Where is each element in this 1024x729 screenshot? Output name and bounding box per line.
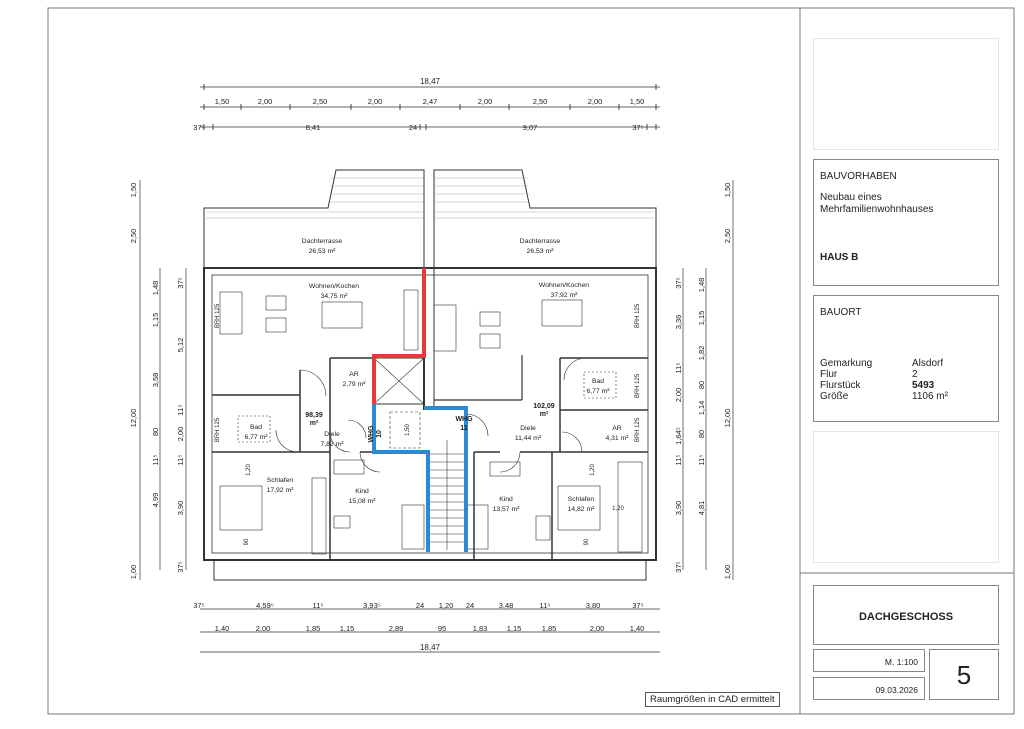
room-area: 26,53 m² xyxy=(526,248,554,255)
dim-label: 2,00 xyxy=(255,624,271,633)
dim-label: 3,36 xyxy=(674,314,683,330)
date-value: 09.03.2026 xyxy=(875,685,918,695)
flurstueck-value: 5493 xyxy=(912,380,935,391)
dim-label: 37⁵ xyxy=(193,123,205,132)
apartment-area-unit: m² xyxy=(539,411,549,418)
room-area: 4,31 m² xyxy=(605,435,629,442)
project-desc-line2: Mehrfamilienwohnhauses xyxy=(820,204,934,215)
room-labels xyxy=(244,238,629,513)
dim-label: 1,85 xyxy=(541,624,557,633)
dim-label: 12,00 xyxy=(129,408,138,428)
dim-label: 1,64⁵ xyxy=(674,427,683,445)
dim-label: 3,80 xyxy=(585,601,601,610)
room-name: Schlafen xyxy=(266,477,294,484)
dim-label: 37⁵ xyxy=(176,277,185,289)
flur-value: 2 xyxy=(912,369,918,380)
dim-label: 11⁵ xyxy=(674,362,683,374)
dim-label: 1,48 xyxy=(151,280,160,296)
room-area: 17,92 m² xyxy=(266,487,294,494)
dim-label: 1,20 xyxy=(438,601,454,610)
dim-label: 12,00 xyxy=(723,408,732,428)
apartment-boundary-blue-left xyxy=(374,404,428,552)
dim-label: 2,50 xyxy=(723,228,732,244)
stair-width: 1,50 xyxy=(405,424,411,436)
scale-box xyxy=(813,649,925,672)
apartment-tag: WHG xyxy=(455,416,473,423)
dim-label: 1,40 xyxy=(629,624,645,633)
dim-label: 2,50 xyxy=(312,97,328,106)
roof-hatch xyxy=(206,178,654,218)
room-name: Wohnen/Kochen xyxy=(308,283,360,290)
room-area: 6,77 m² xyxy=(244,434,268,441)
dim-label: 2,50 xyxy=(129,228,138,244)
room-name: Diele xyxy=(324,431,340,438)
project-box xyxy=(813,159,999,286)
dim-label: 1,20 xyxy=(612,506,624,512)
dim-label: 37⁵ xyxy=(674,561,683,573)
dim-label: 11⁵ xyxy=(539,601,551,610)
dim-top-total: 18,47 xyxy=(419,77,441,86)
room-area: 34,75 m² xyxy=(320,293,348,300)
room-area: 2,79 m² xyxy=(342,381,366,388)
dim-label: 2,00 xyxy=(176,426,185,442)
dim-label: 2,00 xyxy=(257,97,273,106)
top-dimensions xyxy=(200,84,660,130)
dim-label: 90 xyxy=(584,538,590,546)
dim-label: 1,50 xyxy=(129,182,138,198)
dim-label: 3,48 xyxy=(498,601,514,610)
dim-label: 1,50 xyxy=(214,97,230,106)
groesse-key: Größe xyxy=(820,391,849,402)
dim-label: 11⁵ xyxy=(176,404,185,416)
dim-top-row1 xyxy=(215,97,645,106)
room-name: AR xyxy=(612,425,622,432)
staircase xyxy=(430,440,464,550)
room-name: Dachterrasse xyxy=(301,238,343,245)
dim-label: 24 xyxy=(465,601,475,610)
dim-label: 4,81 xyxy=(697,500,706,516)
dim-label: 1,20 xyxy=(590,464,596,476)
dim-label: 37⁵ xyxy=(674,277,683,289)
project-desc-line1: Neubau eines xyxy=(820,192,882,203)
window-note: BRH 125 xyxy=(215,417,221,443)
dim-label: 2,00 xyxy=(477,97,493,106)
floor-box xyxy=(813,585,999,645)
room-name: Bad xyxy=(249,424,263,431)
room-name: AR xyxy=(349,371,359,378)
dim-label: 2,00 xyxy=(367,97,383,106)
room-area: 11,44 m² xyxy=(514,435,542,442)
room-area: 14,82 m² xyxy=(567,506,595,513)
room-area: 37,92 m² xyxy=(550,292,578,299)
dim-label: 4,59⁵ xyxy=(256,601,274,610)
dim-label: 80 xyxy=(151,427,160,437)
room-name: Kind xyxy=(499,496,513,503)
dim-label: 37⁵ xyxy=(193,601,205,610)
dim-label: 80 xyxy=(697,380,706,390)
dim-label: 1,14 xyxy=(697,400,706,416)
dim-bottom-total: 18,47 xyxy=(419,643,441,652)
floor-title: DACHGESCHOSS xyxy=(858,611,954,623)
dim-label: 2,47 xyxy=(422,97,438,106)
dim-label: 80 xyxy=(697,429,706,439)
dim-top-row2 xyxy=(193,123,643,132)
dim-label: 1,48 xyxy=(697,277,706,293)
dim-label: 24 xyxy=(415,601,425,610)
dim-label: 1,15 xyxy=(506,624,522,633)
bauort-label: BAUORT xyxy=(820,307,862,318)
dim-label: 11⁵ xyxy=(674,454,683,466)
dim-label: 11⁵ xyxy=(176,454,185,466)
window-note: BRH 125 xyxy=(635,303,641,329)
room-area: 6,77 m² xyxy=(586,388,610,395)
sheet-number-box xyxy=(929,649,999,700)
dim-label: 1,50 xyxy=(629,97,645,106)
room-area: 26,53 m² xyxy=(308,248,336,255)
dim-label: 2,89 xyxy=(388,624,404,633)
dim-label: 8,41 xyxy=(305,123,321,132)
dim-label: 11⁵ xyxy=(697,454,706,466)
dim-label: 1,85 xyxy=(305,624,321,633)
apartment-tag: 10 xyxy=(376,430,383,438)
dim-label: 2,00 xyxy=(587,97,603,106)
flur-key: Flur xyxy=(820,369,838,380)
dim-label: 1,00 xyxy=(723,564,732,580)
dim-label: 1,83 xyxy=(472,624,488,633)
dim-label: 2,00 xyxy=(674,387,683,403)
apartment-tag: WHG xyxy=(368,425,375,443)
dim-label: 37⁵ xyxy=(632,601,644,610)
dim-label: 1,82 xyxy=(697,345,706,361)
room-name: Dachterrasse xyxy=(519,238,561,245)
room-name: Kind xyxy=(355,488,369,495)
date-box xyxy=(813,677,925,700)
area-note: Raumgrößen in CAD ermittelt xyxy=(645,692,780,707)
dim-label: 1,50 xyxy=(723,182,732,198)
logo-placeholder xyxy=(813,38,999,150)
apartment-boundary-red xyxy=(374,268,424,404)
dim-label: 11⁵ xyxy=(151,454,160,466)
apartment-area: 98,39 xyxy=(305,412,323,419)
scale-value: M. 1:100 xyxy=(884,657,918,667)
dim-label: 95 xyxy=(437,624,447,633)
dim-label: 2,50 xyxy=(532,97,548,106)
room-name: Schlafen xyxy=(567,496,595,503)
dim-label: 3,90 xyxy=(674,500,683,516)
dim-label: 90 xyxy=(244,538,250,546)
sheet-number: 5 xyxy=(956,660,972,690)
room-name: Diele xyxy=(520,425,536,432)
dim-label: 1,40 xyxy=(214,624,230,633)
location-box xyxy=(813,295,999,422)
dim-label: 4,99 xyxy=(151,492,160,508)
bauvorhaben-label: BAUVORHABEN xyxy=(820,171,897,182)
dim-label: 5,12 xyxy=(176,337,185,353)
apartment-area: 102,09 xyxy=(533,403,555,410)
dim-label: 37⁵ xyxy=(176,561,185,573)
dim-label: 24 xyxy=(408,123,418,132)
dim-label: 11⁵ xyxy=(312,601,324,610)
dim-label: 3,93⁵ xyxy=(363,601,381,610)
window-note: BRH 125 xyxy=(215,303,221,329)
room-area: 15,08 m² xyxy=(348,498,376,505)
dim-label: 1,15 xyxy=(151,312,160,328)
apartment-tag: 11 xyxy=(460,425,468,432)
flurstueck-key: Flurstück xyxy=(820,380,861,391)
room-area: 13,57 m² xyxy=(492,506,520,513)
window-note: BRH 125 xyxy=(635,373,641,399)
dim-label: 1,00 xyxy=(129,564,138,580)
room-name: Bad xyxy=(591,378,605,385)
dim-label: 37⁵ xyxy=(632,123,644,132)
empty-box xyxy=(813,431,999,563)
dim-label: 1,15 xyxy=(339,624,355,633)
dim-label: 9,07 xyxy=(522,123,538,132)
dim-label: 1,20 xyxy=(246,464,252,476)
gemarkung-value: Alsdorf xyxy=(912,358,944,369)
room-name: Wohnen/Kochen xyxy=(538,282,590,289)
dim-label: 3,58 xyxy=(151,372,160,388)
gemarkung-key: Gemarkung xyxy=(820,358,873,369)
window-note: BRH 125 xyxy=(635,417,641,443)
left-dimensions xyxy=(140,180,186,580)
dim-label: 1,15 xyxy=(697,310,706,326)
room-area: 7,82 m² xyxy=(320,441,344,448)
apartment-area-unit: m² xyxy=(309,420,319,427)
groesse-value: 1106 m² xyxy=(912,391,948,402)
house-name: HAUS B xyxy=(820,252,859,263)
dim-label: 3,90 xyxy=(176,500,185,516)
dim-label: 2,00 xyxy=(589,624,605,633)
